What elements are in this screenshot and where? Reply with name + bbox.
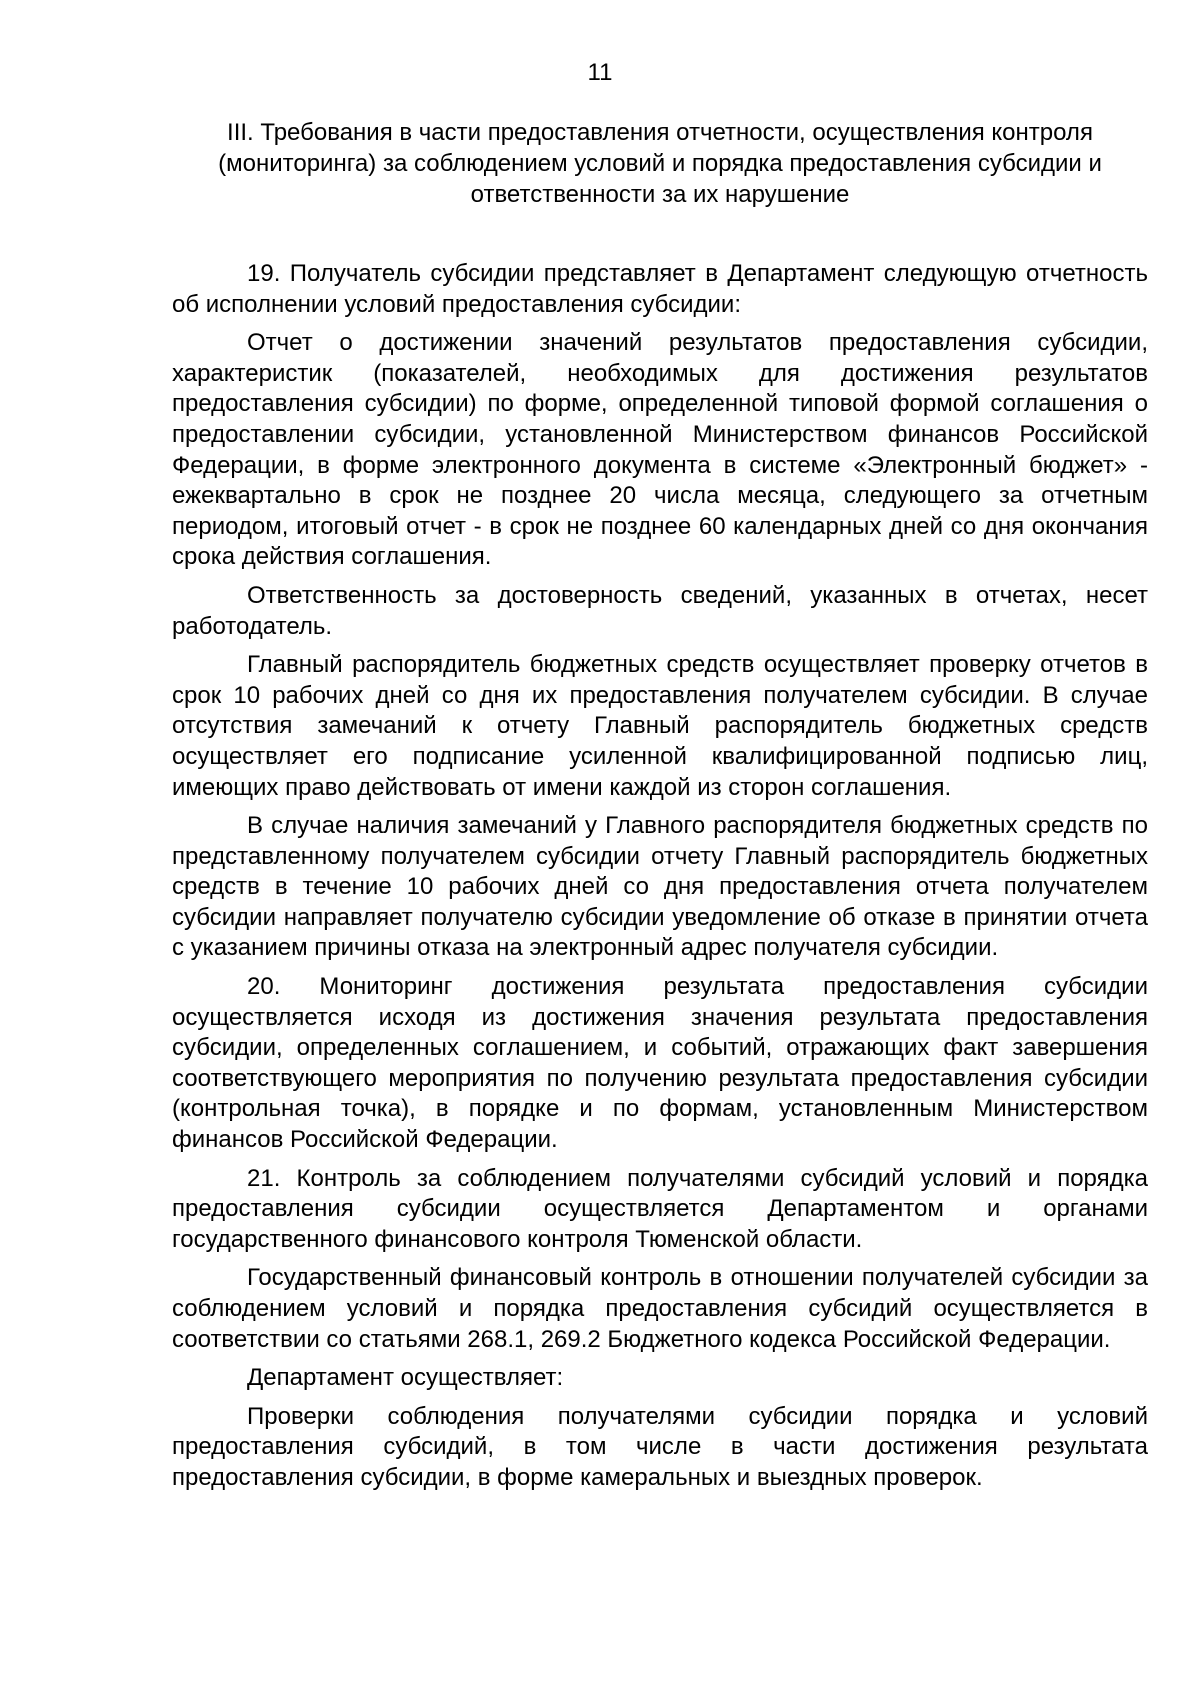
page-number: 11 bbox=[587, 59, 613, 86]
paragraph-report-review: Главный распорядитель бюджетных средств осуществляет проверку отчетов в срок 10 рабочих дней со дня их предоставления получателем субсидии. В случае отсутствия замечаний к отчету Главный распорядитель бюджетных средств осуществляет его подписание усиленной квалифицированной подписью лиц, имеющих право действовать от имени каждой из сторон соглашения. bbox=[172, 651, 1148, 801]
paragraph-21-control: 21. Контроль за соблюдением получателями субсидий условий и порядка предоставления субсидии осуществляется Департаментом и органами государственного финансового контроля Тюменской области. bbox=[172, 1164, 1148, 1253]
paragraph-19-intro: 19. Получатель субсидии представляет в Департамент следующую отчетность об исполнении условий предоставления субсидии: bbox=[172, 260, 1148, 318]
paragraph-inspections: Проверки соблюдения получателями субсидии порядка и условий предоставления субсидий, в том числе в части достижения результата предоставления субсидии, в форме камеральных и выездных проверок. bbox=[172, 1402, 1148, 1491]
paragraph-state-financial-control: Государственный финансовый контроль в отношении получателей субсидии за соблюдением условий и порядка предоставления субсидий осуществляется в соответствии со статьями 268.1, 269.2 Бюджетного кодекса Российской Федерации. bbox=[172, 1264, 1148, 1353]
section-heading: III. Требования в части предоставления отчетности, осуществления контроля (мониторинга) за соблюдением условий и порядка предоставления субсидии и ответственности за их нарушение bbox=[218, 119, 1102, 208]
document-body bbox=[172, 259, 1148, 1502]
paragraph-department-performs: Департамент осуществляет: bbox=[247, 1364, 564, 1392]
paragraph-report-description: Отчет о достижении значений результатов предоставления субсидии, характеристик (показателей, необходимых для достижения результатов предоставления субсидии) по форме, определенной типовой формой соглашения о предоставлении субсидии, установленной Министерством финансов Российской Федерации, в форме электронного документа в системе «Электронный бюджет» - ежеквартально в срок не позднее 20 числа месяца, следующего за отчетным периодом, итоговый отчет - в срок не позднее 60 календарных дней со дня окончания срока действия соглашения. bbox=[172, 329, 1148, 571]
paragraph-20-monitoring: 20. Мониторинг достижения результата предоставления субсидии осуществляется исходя из достижения значения результата предоставления субсидии, определенных соглашением, и событий, отражающих факт завершения соответствующего мероприятия по получению результата предоставления субсидии (контрольная точка), в порядке и по формам, установленным Министерством финансов Российской Федерации. bbox=[172, 973, 1148, 1154]
paragraph-report-rejection: В случае наличия замечаний у Главного распорядителя бюджетных средств по представленному получателем субсидии отчету Главный распорядитель бюджетных средств в течение 10 рабочих дней со дня предоставления отчета получателем субсидии направляет получателю субсидии уведомление об отказе в принятии отчета с указанием причины отказа на электронный адрес получателя субсидии. bbox=[172, 812, 1148, 962]
paragraph-responsibility: Ответственность за достоверность сведений, указанных в отчетах, несет работодатель. bbox=[172, 581, 1148, 640]
